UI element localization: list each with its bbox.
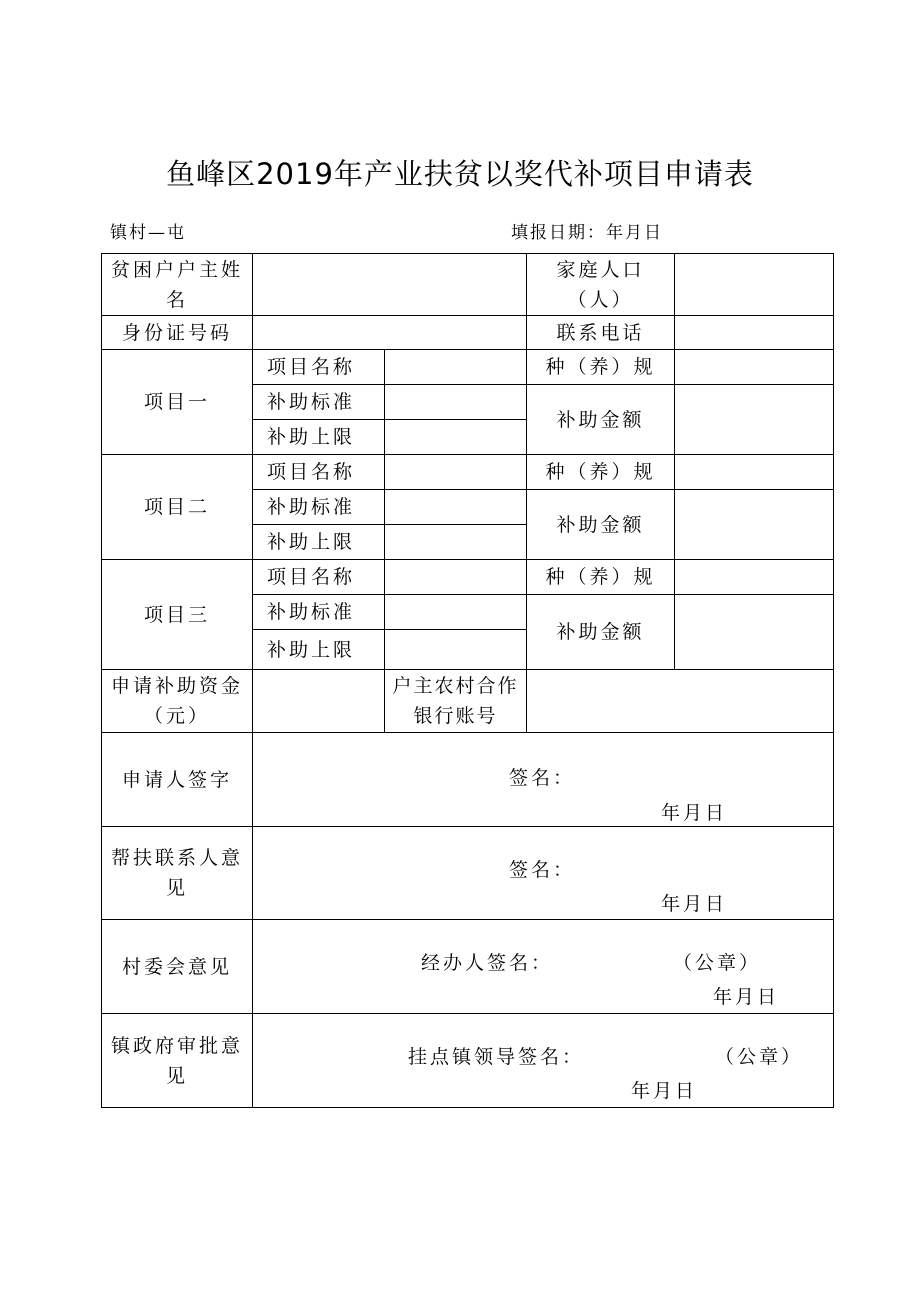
phone-field[interactable] [675, 316, 834, 350]
handler-sign-label: 经办人签名： [421, 952, 554, 974]
apply-funds-field[interactable] [253, 670, 385, 733]
date-label: 年月日 [631, 1080, 698, 1102]
subsidy-standard-label: 补助标准 [253, 385, 385, 420]
application-form-table [101, 253, 834, 1108]
project-2-scale-field[interactable] [675, 455, 834, 490]
project-name-label: 项目名称 [253, 350, 385, 385]
applicant-sign-cell[interactable] [253, 733, 834, 827]
scale-label: 种（养）规 [527, 560, 675, 595]
subsidy-amount-label: 补助金额 [527, 385, 675, 455]
seal-label: （公章） [673, 952, 762, 974]
seal-label: （公章） [715, 1046, 804, 1068]
project-3-label: 项目三 [102, 560, 253, 670]
project-name-label: 项目名称 [253, 455, 385, 490]
subsidy-standard-label: 补助标准 [253, 490, 385, 525]
leader-sign-label: 挂点镇领导签名： [408, 1046, 585, 1068]
family-size-field[interactable] [675, 254, 834, 316]
id-number-field[interactable] [253, 316, 527, 350]
project-2-label: 项目二 [102, 455, 253, 560]
sign-label: 签名： [509, 767, 576, 789]
helper-opinion-label: 帮扶联系人意见 [102, 827, 253, 920]
date-label: 年月日 [661, 893, 728, 915]
phone-label: 联系电话 [527, 316, 675, 350]
project-name-label: 项目名称 [253, 560, 385, 595]
town-opinion-label: 镇政府审批意见 [102, 1014, 253, 1108]
project-3-standard-field[interactable] [385, 595, 527, 630]
sign-label: 签名： [509, 859, 576, 881]
project-1-standard-field[interactable] [385, 385, 527, 420]
project-2-limit-field[interactable] [385, 525, 527, 560]
bank-account-label: 户主农村合作银行账号 [385, 670, 527, 733]
project-3-limit-field[interactable] [385, 630, 527, 670]
bank-account-field[interactable] [527, 670, 834, 733]
header-fill-date: 填报日期：年月日 [511, 223, 663, 243]
subsidy-amount-label: 补助金额 [527, 490, 675, 560]
project-1-label: 项目一 [102, 350, 253, 455]
village-opinion-cell[interactable] [253, 920, 834, 1014]
page-title: 鱼峰区2019年产业扶贫以奖代补项目申请表 [166, 157, 754, 191]
project-2-name-field[interactable] [385, 455, 527, 490]
village-opinion-label: 村委会意见 [102, 920, 253, 1014]
subsidy-limit-label: 补助上限 [253, 525, 385, 560]
householder-name-label: 贫困户户主姓名 [102, 254, 253, 316]
project-2-standard-field[interactable] [385, 490, 527, 525]
apply-funds-label: 申请补助资金（元） [102, 670, 253, 733]
helper-opinion-cell[interactable] [253, 827, 834, 920]
date-label: 年月日 [661, 802, 728, 824]
project-1-amount-field[interactable] [675, 385, 834, 455]
scale-label: 种（养）规 [527, 350, 675, 385]
project-1-scale-field[interactable] [675, 350, 834, 385]
subsidy-standard-label: 补助标准 [253, 595, 385, 630]
subsidy-limit-label: 补助上限 [253, 630, 385, 670]
town-opinion-cell[interactable] [253, 1014, 834, 1108]
subsidy-limit-label: 补助上限 [253, 420, 385, 455]
applicant-sign-label: 申请人签字 [102, 733, 253, 827]
subsidy-amount-label: 补助金额 [527, 595, 675, 670]
project-3-scale-field[interactable] [675, 560, 834, 595]
project-3-amount-field[interactable] [675, 595, 834, 670]
project-1-limit-field[interactable] [385, 420, 527, 455]
project-3-name-field[interactable] [385, 560, 527, 595]
family-size-label: 家庭人口（人） [527, 254, 675, 316]
scale-label: 种（养）规 [527, 455, 675, 490]
header-town-village: 镇村—屯 [110, 223, 186, 243]
date-label: 年月日 [713, 986, 780, 1008]
project-1-name-field[interactable] [385, 350, 527, 385]
id-number-label: 身份证号码 [102, 316, 253, 350]
householder-name-field[interactable] [253, 254, 527, 316]
project-2-amount-field[interactable] [675, 490, 834, 560]
